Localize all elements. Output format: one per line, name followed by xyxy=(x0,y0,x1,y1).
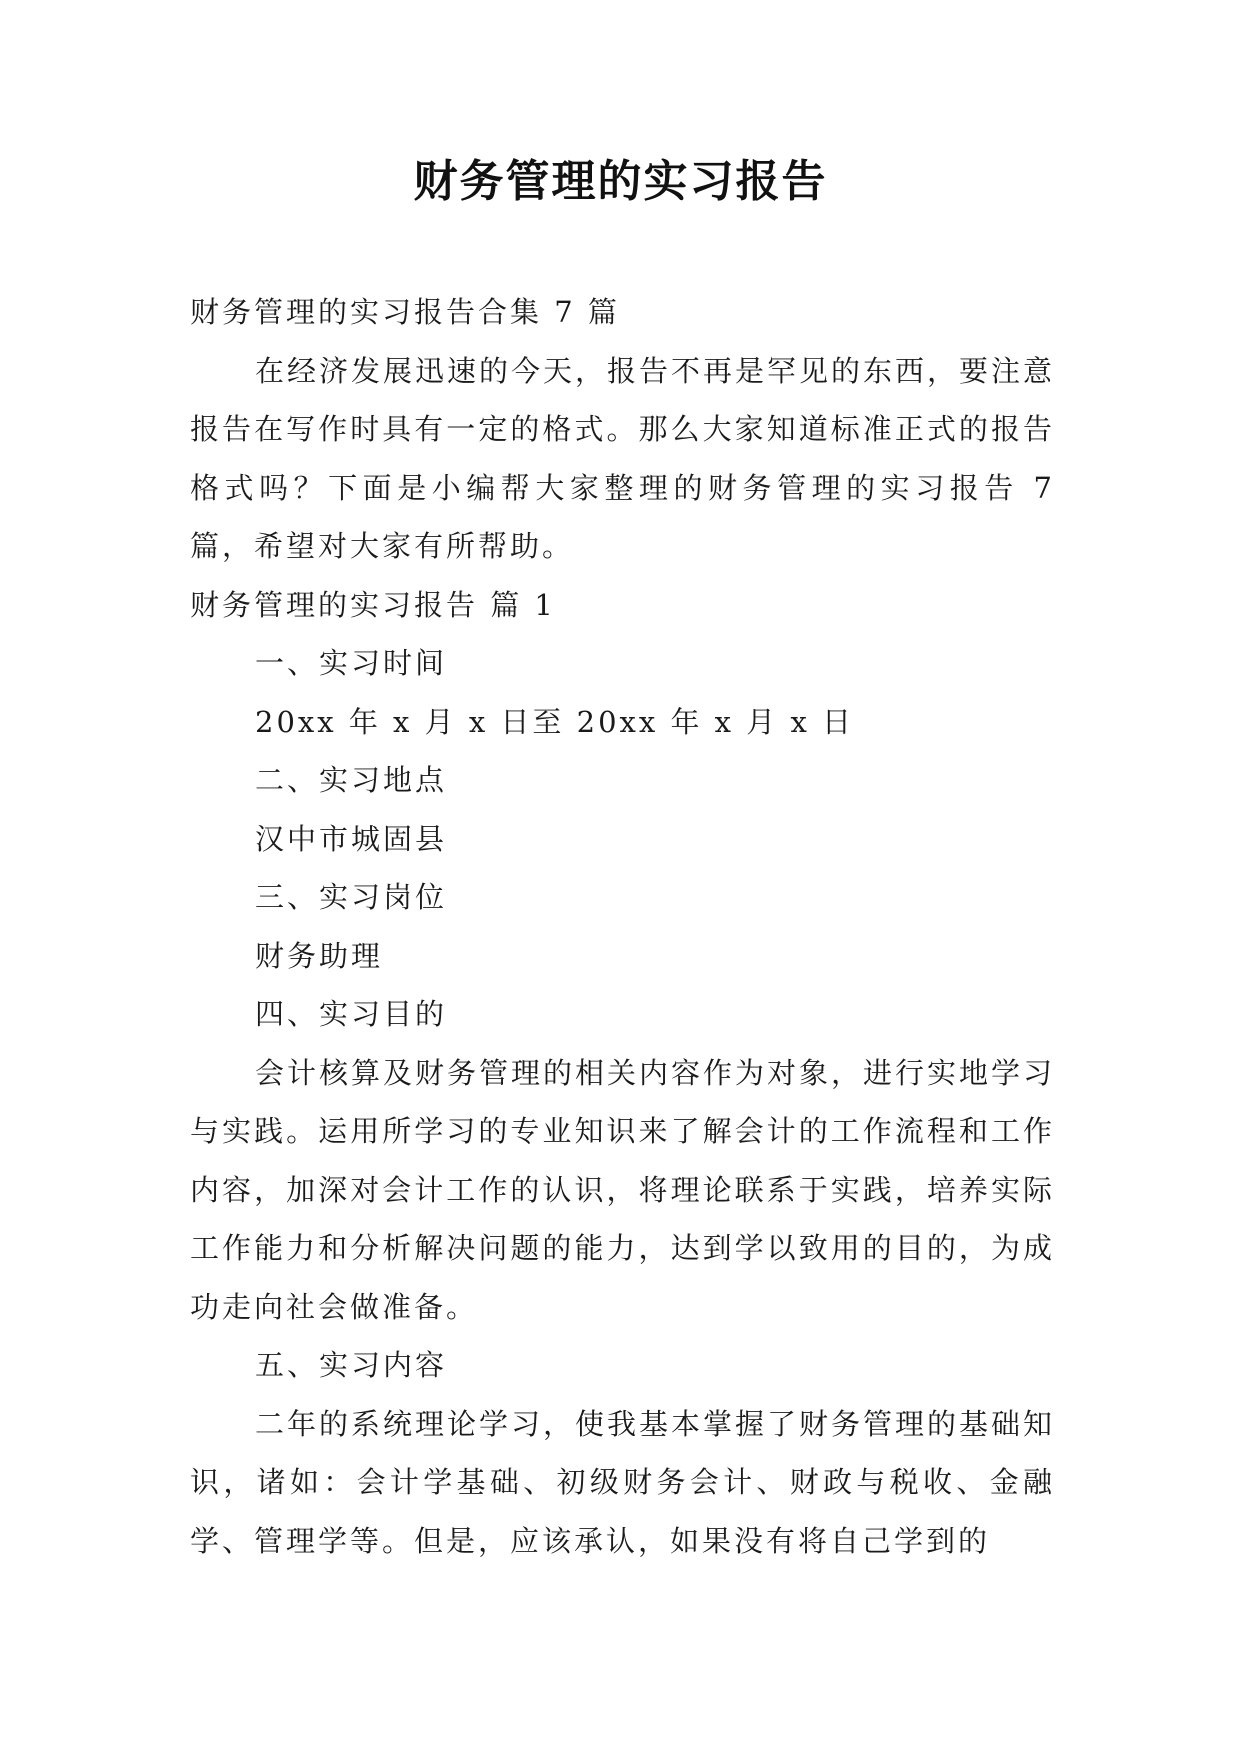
section-heading: 财务管理的实习报告 篇 1 xyxy=(190,587,556,622)
purpose-heading: 四、实习目的 xyxy=(255,997,448,1031)
content-heading: 五、实习内容 xyxy=(255,1348,448,1382)
content-paragraph: 二年的系统理论学习，使我基本掌握了财务管理的基础知识，诸如：会计学基础、初级财务会计、财政与税收、金融学、管理学等。但是，应该承认，如果没有将自己学到的 xyxy=(190,1406,1056,1558)
document-title: 财务管理的实习报告 xyxy=(413,156,828,207)
item-content-time: 20xx 年 x 月 x 日至 20xx 年 x 月 x 日 xyxy=(255,704,855,739)
item-heading-position: 三、实习岗位 xyxy=(255,880,448,914)
item-content-position: 财务助理 xyxy=(255,938,384,973)
item-content-location: 汉中市城固县 xyxy=(255,821,448,856)
item-heading-location: 二、实习地点 xyxy=(255,763,448,797)
purpose-paragraph: 会计核算及财务管理的相关内容作为对象，进行实地学习与实践。运用所学习的专业知识来了解会计的工作流程和工作内容，加深对会计工作的认识，将理论联系于实践，培养实际工作能力和分析解决问题的能力，达到学以致用的目的，为成功走向社会做准备。 xyxy=(190,1055,1056,1324)
document-body xyxy=(190,283,1055,1570)
document-subtitle: 财务管理的实习报告合集 7 篇 xyxy=(190,295,620,329)
intro-paragraph: 在经济发展迅速的今天，报告不再是罕见的东西，要注意报告在写作时具有一定的格式。那么大家知道标准正式的报告格式吗？下面是小编帮大家整理的财务管理的实习报告 7 篇，希望对大家有所帮助。 xyxy=(190,353,1056,563)
item-heading-time: 一、实习时间 xyxy=(255,646,448,680)
